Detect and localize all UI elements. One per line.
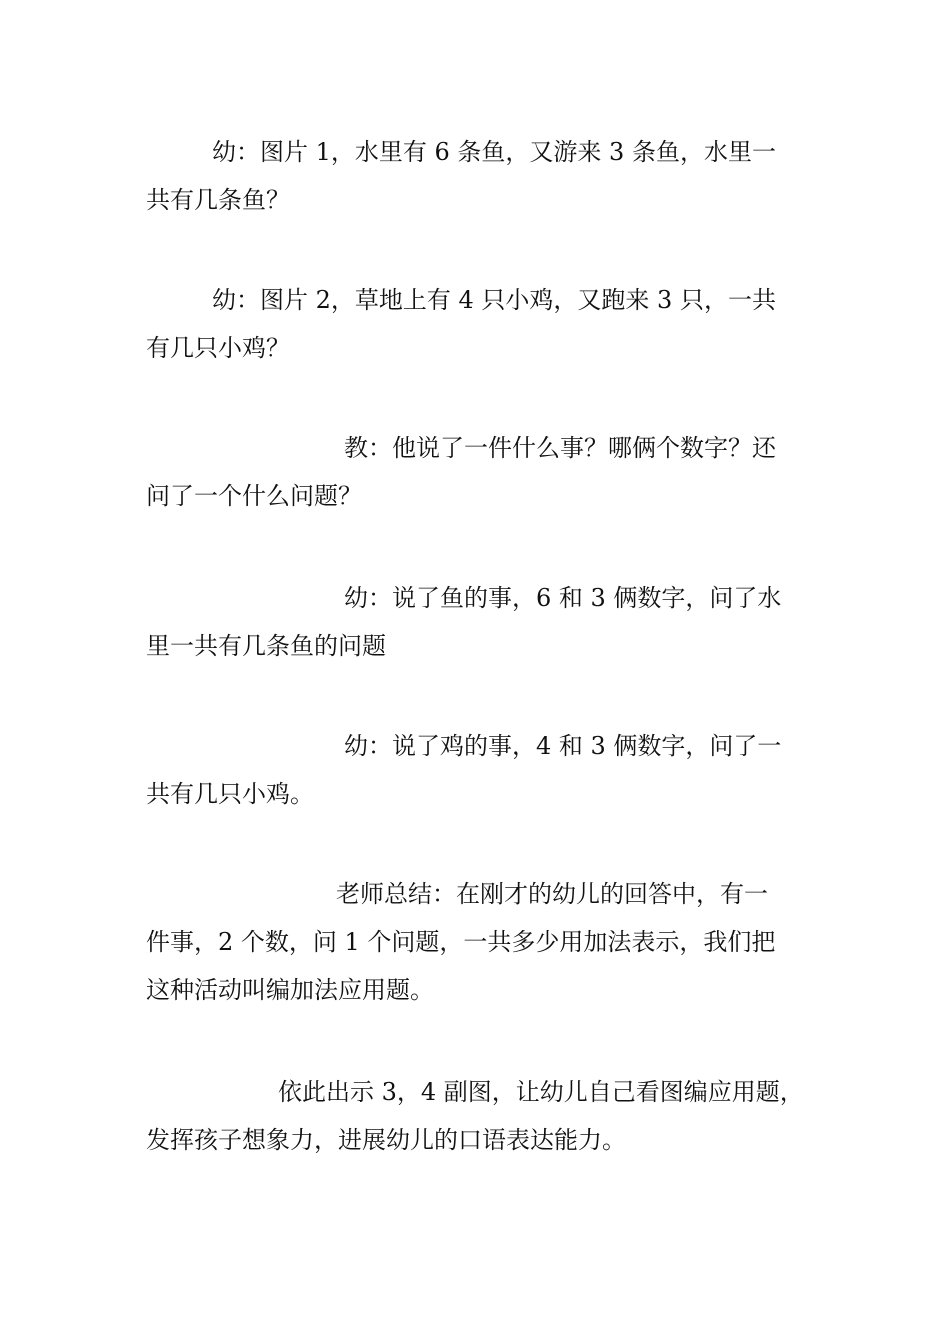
- text-line: 发挥孩子想象力，进展幼儿的口语表达能力。: [146, 1126, 626, 1154]
- text-line: 教：他说了一件什么事？哪俩个数字？还: [344, 434, 776, 462]
- text-line: 件事，2 个数，问 1 个问题，一共多少用加法表示，我们把: [146, 928, 776, 956]
- text-line: 有几只小鸡？: [146, 334, 290, 362]
- paragraph-child-answer-picture-2: [146, 276, 818, 372]
- text-line: 问了一个什么问题？: [146, 482, 362, 510]
- text-line: 幼：图片 2，草地上有 4 只小鸡，又跑来 3 只，一共: [212, 286, 776, 314]
- text-line: 老师总结：在刚才的幼儿的回答中，有一: [336, 880, 768, 908]
- paragraph-teacher-question: [146, 424, 818, 520]
- text-line: 依此出示 3，4 副图，让幼儿自己看图编应用题，: [278, 1078, 804, 1106]
- text-line: 幼：说了鸡的事，4 和 3 俩数字，问了一: [344, 732, 782, 760]
- text-line: 共有几只小鸡。: [146, 780, 314, 808]
- text-line: 共有几条鱼？: [146, 186, 290, 214]
- text-line: 里一共有几条鱼的问题: [146, 632, 386, 660]
- text-line: 幼：图片 1，水里有 6 条鱼，又游来 3 条鱼，水里一: [212, 138, 776, 166]
- paragraph-child-reply-chicks: [146, 722, 818, 818]
- paragraph-child-answer-picture-1: [146, 128, 818, 224]
- paragraph-teacher-summary: [146, 870, 818, 1014]
- paragraph-activity-extension: [146, 1068, 818, 1164]
- text-line: 幼：说了鱼的事，6 和 3 俩数字，问了水: [344, 584, 782, 612]
- text-line: 这种活动叫编加法应用题。: [146, 976, 434, 1004]
- paragraph-child-reply-fish: [146, 574, 818, 670]
